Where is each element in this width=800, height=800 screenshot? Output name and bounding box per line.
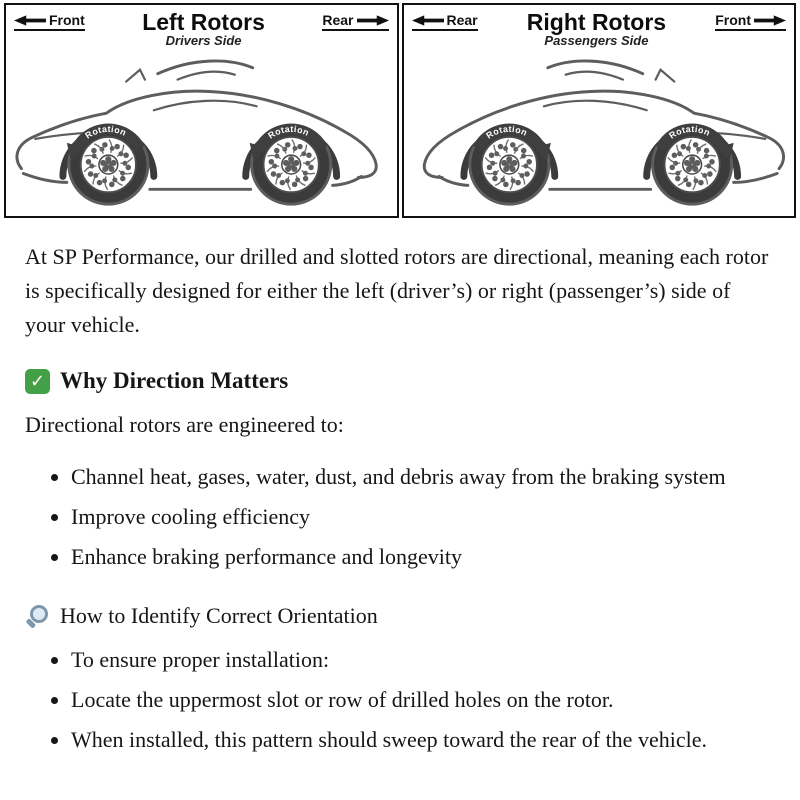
panel-title: Right Rotors [526,9,667,35]
direction-label-text: Front [49,12,85,28]
car-illustration-left [6,48,397,216]
list-item: • Locate the uppermost slot or row of drilled holes on the rotor. [71,683,775,716]
panel-title-block [85,10,323,48]
direction-label-text: Rear [322,12,354,28]
left-panel-header [6,5,397,48]
front-direction-label [715,12,786,31]
direction-label-text: Rear [446,12,478,28]
heading-text: Why Direction Matters [60,368,289,394]
panel-title-block [478,10,716,48]
rotation-label: Rotation [666,123,712,141]
rear-direction-label [322,12,388,31]
left-arrow-icon [412,15,444,26]
rotor-direction-diagram [0,0,800,218]
list-item: • Enhance braking performance and longevity [71,540,775,573]
identify-orientation-heading [25,603,775,629]
rear-direction-label [412,12,478,31]
list-item: • Improve cooling efficiency [71,500,775,533]
car-illustration-right [404,48,795,216]
rotation-label: Rotation [83,123,129,141]
right-arrow-icon [754,15,786,26]
panel-subtitle: Passengers Side [544,33,649,49]
front-direction-label [14,12,85,31]
why-direction-matters-heading [25,368,775,394]
article-body [0,218,800,782]
panel-title: Left Rotors [142,9,265,35]
heading-text: How to Identify Correct Orientation [60,603,378,629]
panel-subtitle: Drivers Side [165,33,242,49]
engineered-lead-paragraph: Directional rotors are engineered to: [25,412,344,438]
magnifier-lens [30,605,48,623]
list-item: • When installed, this pattern should sweep toward the rear of the vehicle. [71,723,775,756]
direction-label-text: Front [715,12,751,28]
left-rotors-panel [4,3,399,218]
right-rotors-panel [402,3,797,218]
left-arrow-icon [14,15,46,26]
installation-list [25,643,775,756]
rotation-label: Rotation [266,123,311,141]
car-body [424,61,783,204]
list-item: • Channel heat, gases, water, dust, and debris away from the braking system [71,460,775,493]
right-panel-header [404,5,795,48]
list-item: • To ensure proper installation: [71,643,775,676]
right-arrow-icon [357,15,389,26]
check-mark-icon: ✓ [25,369,50,394]
car-body [17,61,376,204]
intro-paragraph: At SP Performance, our drilled and slotted rotors are directional, meaning each rotor is specifically designed for either the left (driver’s) or right (passenger’s) side of your vehicle. [25,243,769,337]
magnifying-glass-icon [25,604,50,629]
rotation-label: Rotation [483,123,529,141]
benefits-list [25,460,775,573]
